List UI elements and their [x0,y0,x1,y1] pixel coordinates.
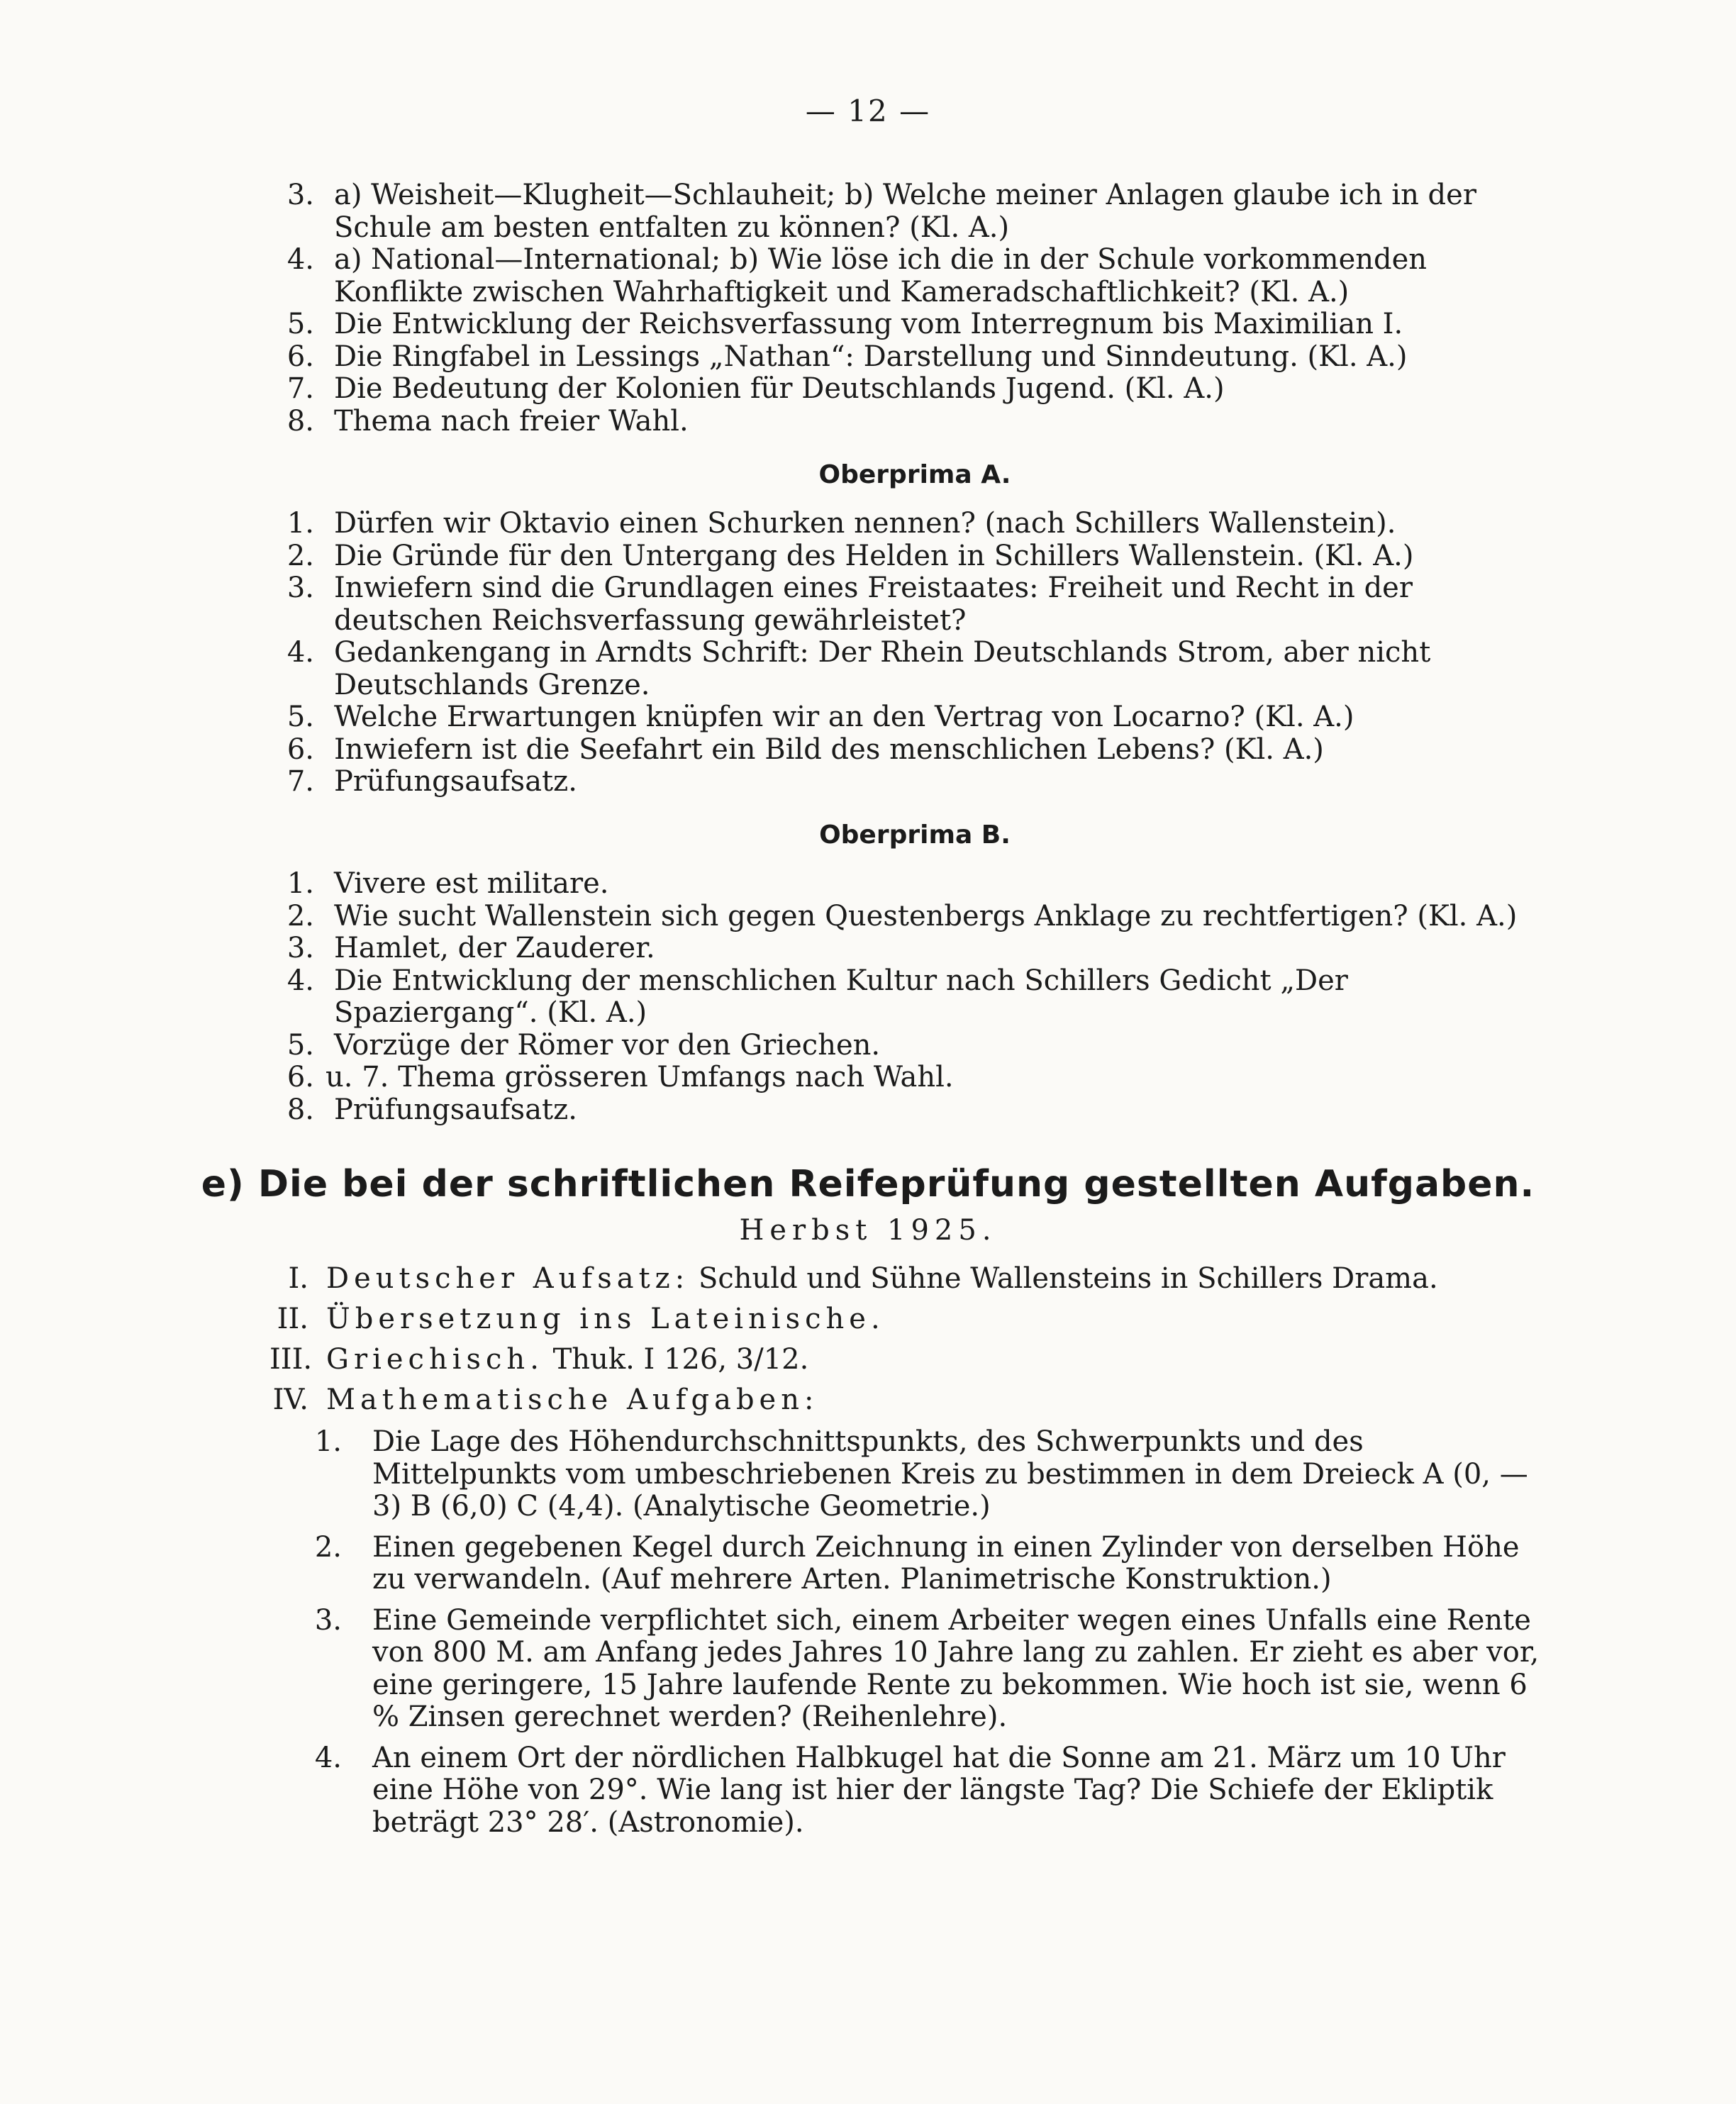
math-task: 1. Die Lage des Höhendurchschnittspunkts, des Schwerpunkts und des Mittelpunkts vom umbeschriebenen Kreis zu bestimmen in dem Dreieck A (0, —3) B (6,0) C (4,4). (Analytische Geometrie.) [314,1425,1528,1523]
list-item: 7. Prüfungsaufsatz. [286,765,577,798]
list-item: 2. Wie sucht Wallenstein sich gegen Questenbergs Anklage zu rechtfertigen? (Kl. A.) [286,899,1518,933]
list-item: 6. Die Ringfabel in Lessings „Nathan“: Darstellung und Sinndeutung. (Kl. A.) [286,340,1408,373]
section-heading: Oberprima A. [818,460,1011,489]
exam-part: II. Übersetzung ins Lateinische. [277,1303,885,1335]
exam-part: I. Deutscher Aufsatz: Schuld und Sühne Wallensteins in Schillers Drama. [288,1262,1438,1295]
list-item: 7. Die Bedeutung der Kolonien für Deutschlands Jugend. (Kl. A.) [286,372,1225,405]
list-item: 4. Gedankengang in Arndts Schrift: Der Rhein Deutschlands Strom, aber nicht Deutschlands Grenze. [286,636,1431,701]
list-item: 4. Die Entwicklung der menschlichen Kultur nach Schillers Gedicht „Der Spaziergang“. (Kl. A.) [286,964,1348,1029]
math-task: 2. Einen gegebenen Kegel durch Zeichnung in einen Zylinder von derselben Höhe zu verwandeln. (Auf mehrere Arten. Planimetrische Konstruktion.) [314,1530,1520,1596]
list-item: 5. Die Entwicklung der Reichsverfassung vom Interregnum bis Maximilian I. [286,308,1403,340]
section-heading: Oberprima B. [819,820,1011,850]
page-number: — 12 — [805,94,931,128]
list-item: 1. Dürfen wir Oktavio einen Schurken nennen? (nach Schillers Wallenstein). [286,507,1396,540]
section-e-title: e) Die bei der schriftlichen Reifeprüfung gestellten Aufgaben. [201,1163,1535,1206]
list-item: 8. Prüfungsaufsatz. [286,1093,577,1126]
list-item: 5. Vorzüge der Römer vor den Griechen. [286,1028,881,1062]
oberprima-a-section [280,454,1549,798]
list-item: 6. u. 7. Thema grösseren Umfangs nach Wahl. [286,1061,954,1093]
list-item: 6. Inwiefern ist die Seefahrt ein Bild des menschlichen Lebens? (Kl. A.) [286,733,1324,766]
section-e-subtitle: Herbst 1925. [739,1214,997,1247]
list-item: 3. Inwiefern sind die Grundlagen eines Freistaates: Freiheit und Recht in der deutschen Reichsverfassung gewährleistet? [286,572,1413,637]
exam-part: IV. Mathematische Aufgaben: [272,1384,819,1416]
list-item: 3. Hamlet, der Zauderer. [286,932,655,964]
list-item: 2. Die Gründe für den Untergang des Helden in Schillers Wallenstein. (Kl. A.) [286,539,1414,572]
list-item: 3. a) Weisheit—Klugheit—Schlauheit; b) Welche meiner Anlagen glaube ich in der Schule am besten entfalten zu können? (Kl. A.) [286,179,1476,244]
oberprima-b-section [280,814,1549,1126]
list-item: 4. a) National—International; b) Wie löse ich die in der Schule vorkommenden Konflikte zwischen Wahrhaftigkeit und Kameradschaftlichkeit? (Kl. A.) [286,243,1428,308]
exam-part: III. Griechisch. Thuk. I 126, 3/12. [269,1343,809,1376]
math-task: 4. An einem Ort der nördlichen Halbkugel hat die Sonne am 21. März um 10 Uhr eine Höhe von 29°. Wie lang ist hier der längste Tag? Die Schiefe der Ekliptik beträgt 23° 28′. (Astronomie). [314,1741,1506,1839]
math-task: 3. Eine Gemeinde verpflichtet sich, einem Arbeiter wegen eines Unfalls eine Rente von 800 M. am Anfang jedes Jahres 10 Jahre lang zu zahlen. Er zieht es aber vor, eine geringere, 15 Jahre laufende Rente zu bekommen. Wie hoch ist sie, wenn 6 % Zinsen gerechnet werden? (Reihenlehre). [314,1603,1540,1733]
essay-list-continued [280,179,1549,438]
exam-parts [269,1259,1549,1847]
list-item: 8. Thema nach freier Wahl. [286,404,689,438]
list-item: 1. Vivere est militare. [286,867,609,900]
list-item: 5. Welche Erwartungen knüpfen wir an den Vertrag von Locarno? (Kl. A.) [286,701,1354,733]
